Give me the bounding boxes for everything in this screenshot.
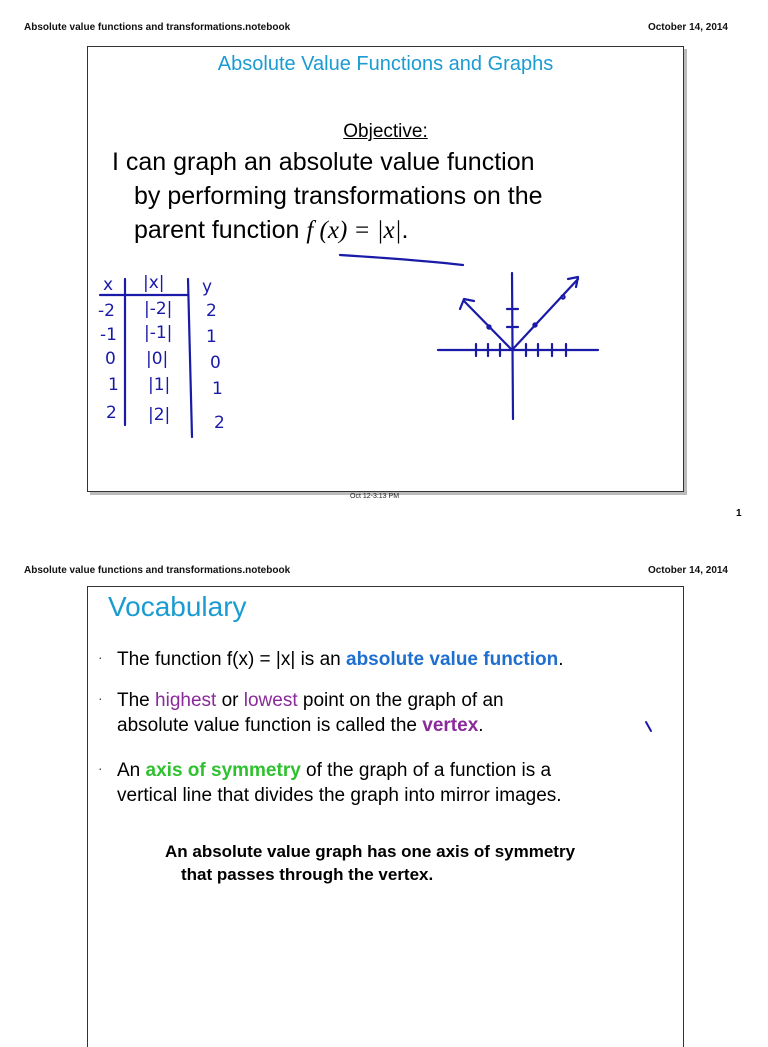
page-number: 1: [736, 508, 742, 519]
table-row-4-abs: |1|: [148, 375, 171, 395]
term-absolute-value-function: absolute value function: [346, 649, 559, 670]
table-row-5-abs: |2|: [148, 405, 171, 425]
objective-label: Objective:: [343, 121, 428, 142]
table-row-3-abs: |0|: [146, 349, 169, 369]
objective-line-3: parent function f (x) = |x|.: [134, 216, 409, 244]
table-row-4-y: 1: [212, 379, 223, 399]
underline-stroke: [340, 255, 463, 265]
bullet-2: The highest or lowest point on the graph of an absolute value function is called the vertex.: [117, 690, 504, 736]
page-date: October 14, 2014: [647, 565, 728, 576]
bullet-3: An axis of symmetry of the graph of a function is a vertical line that divides the graph into mirror images.: [117, 760, 562, 806]
notebook-title: Absolute value functions and transformations.notebook: [24, 565, 291, 576]
term-lowest: lowest: [243, 690, 298, 711]
bullet-dot: ·: [98, 760, 103, 776]
table-row-3-y: 0: [210, 353, 221, 373]
slide-title: Absolute Value Functions and Graphs: [217, 53, 554, 75]
symmetry-note: An absolute value graph has one axis of symmetry that passes through the vertex.: [165, 842, 576, 884]
table-row-1-x: -2: [98, 301, 115, 321]
table-header-x: x: [103, 275, 114, 295]
table-header-y: y: [202, 277, 213, 297]
table-row-4-x: 1: [108, 375, 119, 395]
absolute-value-graph: [464, 279, 578, 350]
term-highest: highest: [155, 690, 217, 711]
table-row-5-y: 2: [214, 413, 225, 433]
table-divider-2: [188, 279, 192, 437]
table-row-5-x: 2: [106, 403, 117, 423]
slide-2: [87, 586, 684, 1047]
y-axis: [512, 273, 513, 419]
handwritten-ink: [88, 47, 683, 491]
page-date: October 14, 2014: [647, 22, 728, 33]
table-header-abs-x: |x|: [143, 273, 165, 293]
notebook-title: Absolute value functions and transformations.notebook: [24, 22, 291, 33]
objective-line-1: I can graph an absolute value function: [112, 148, 535, 176]
slide-timestamp: Oct 12-3:13 PM: [350, 493, 400, 500]
bullet-dot: ·: [98, 690, 103, 706]
table-row-3-x: 0: [105, 349, 116, 369]
bullet-1: The function f(x) = |x| is an absolute value function.: [117, 649, 564, 670]
ink-mark: [643, 719, 655, 735]
term-vertex: vertex: [422, 715, 479, 736]
table-row-1-y: 2: [206, 301, 217, 321]
table-row-2-x: -1: [100, 325, 117, 345]
bullet-dot: ·: [98, 649, 103, 665]
slide-1: [87, 46, 684, 492]
term-axis-of-symmetry: axis of symmetry: [145, 760, 301, 781]
objective-line-2: by performing transformations on the: [134, 182, 543, 210]
function-notation: f (x) = |x|: [306, 217, 402, 244]
table-row-2-abs: |-1|: [144, 323, 173, 343]
table-row-1-abs: |-2|: [144, 299, 173, 319]
vocabulary-title: Vocabulary: [108, 591, 247, 622]
table-row-2-y: 1: [206, 327, 217, 347]
